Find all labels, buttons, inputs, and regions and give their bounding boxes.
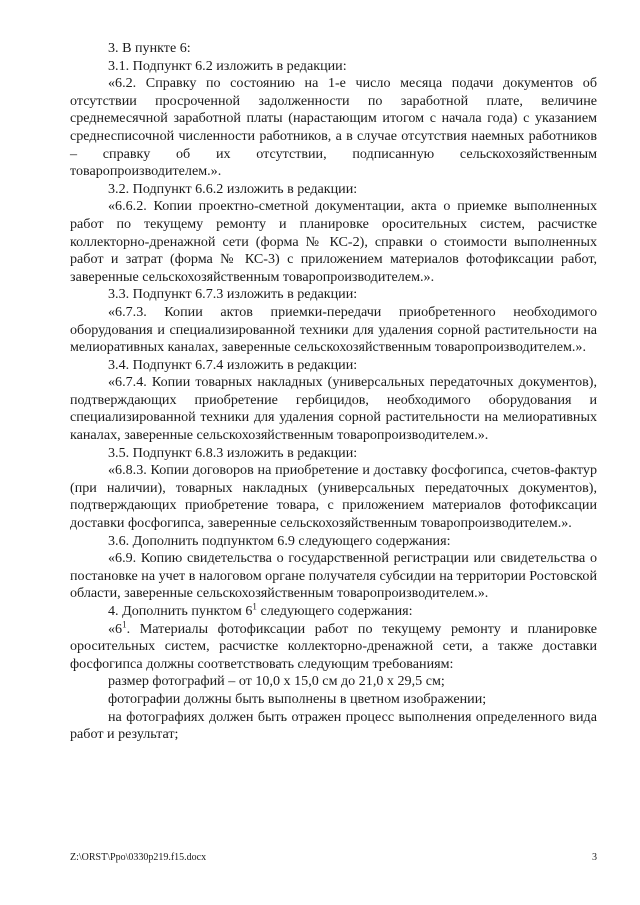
paragraph: «6.6.2. Копии проектно-сметной документации, акта о приемке выполненных работ по текущему ремонту и планировке оросительных систем, расчистке коллекторно-дренажной сети (форма № КС-2), справки о стоимости выполненных работ и затрат (форма № КС-3) с приложением материалов фотофиксации работ, заверенные сельскохозяйственным товаропроизводителем.».	[70, 198, 597, 285]
paragraph-point-4	[70, 603, 597, 621]
paragraph: 3.2. Подпункт 6.6.2 изложить в редакции:	[108, 180, 358, 197]
page-footer	[70, 852, 597, 863]
document-page	[70, 40, 597, 744]
page-number: 3	[592, 852, 597, 863]
text-fragment: 4. Дополнить пунктом 6	[108, 603, 253, 619]
paragraph: 3.3. Подпункт 6.7.3 изложить в редакции:	[108, 286, 358, 303]
file-path: Z:\ORST\Ppo\0330p219.f15.docx	[70, 852, 207, 863]
text-fragment: . Материалы фотофиксации работ по текущему ремонту и планировке оросительных систем, расчистке коллекторно-дренажной сети, а также доставки фосфогипса должны соответствовать следующим требованиям:	[70, 620, 597, 672]
paragraph: «6.8.3. Копии договоров на приобретение и доставку фосфогипса, счетов-фактур (при наличии), товарных накладных (универсальных передаточных документов), подтверждающих приобретение товара, с приложением материалов фотофиксации доставки фосфогипса, заверенные сельскохозяйственным товаропроизводителем.».	[70, 462, 597, 532]
text-fragment: следующего содержания:	[256, 603, 413, 619]
paragraph: «6.7.4. Копии товарных накладных (универсальных передаточных документов), подтверждающих приобретение гербицидов, необходимого оборудования и специализированной техники для удаления сорной растительности на мелиоративных каналах, заверенные сельскохозяйственным товаропроизводителем.».	[70, 374, 597, 444]
requirement-item: фотографии должны быть выполнены в цветном изображении;	[108, 690, 487, 707]
text-fragment: «6	[108, 620, 123, 637]
requirement-item: на фотографиях должен быть отражен процесс выполнения определенного вида работ и результат;	[70, 708, 597, 743]
paragraph: «6.2. Справку по состоянию на 1-е число месяца подачи документов об отсутствии просроченной задолженности по заработной плате, величине среднемесячной заработной платы (нарастающим итогом с начала года) с указанием среднесписочной численности работников, а в случае отсутствия наемных работников – справку об их отсутствии, подписанную сельскохозяйственным товаропроизводителем.».	[70, 75, 597, 180]
superscript: 1	[252, 601, 257, 612]
paragraph-point-6-1	[70, 618, 597, 674]
paragraph: 3.6. Дополнить подпунктом 6.9 следующего содержания:	[108, 532, 451, 549]
superscript: 1	[122, 618, 127, 629]
paragraph: «6.7.3. Копии актов приемки-передачи приобретенного необходимого оборудования и специализированной техники для удаления сорной растительности на мелиоративных каналах, заверенные сельскохозяйственным товаропроизводителем.».	[70, 303, 597, 356]
paragraph: 3.4. Подпункт 6.7.4 изложить в редакции:	[108, 356, 358, 373]
paragraph: «6.9. Копию свидетельства о государственной регистрации или свидетельства о постановке на учет в налоговом органе получателя субсидии на территории Ростовской области, заверенные сельскохозяйственным товаропроизводителем.».	[70, 550, 597, 602]
paragraph: 3. В пункте 6:	[108, 40, 191, 56]
paragraph: 3.5. Подпункт 6.8.3 изложить в редакции:	[108, 444, 358, 461]
requirement-item: размер фотографий – от 10,0 х 15,0 см до 21,0 х 29,5 см;	[108, 673, 445, 690]
paragraph: 3.1. Подпункт 6.2 изложить в редакции:	[108, 57, 347, 74]
